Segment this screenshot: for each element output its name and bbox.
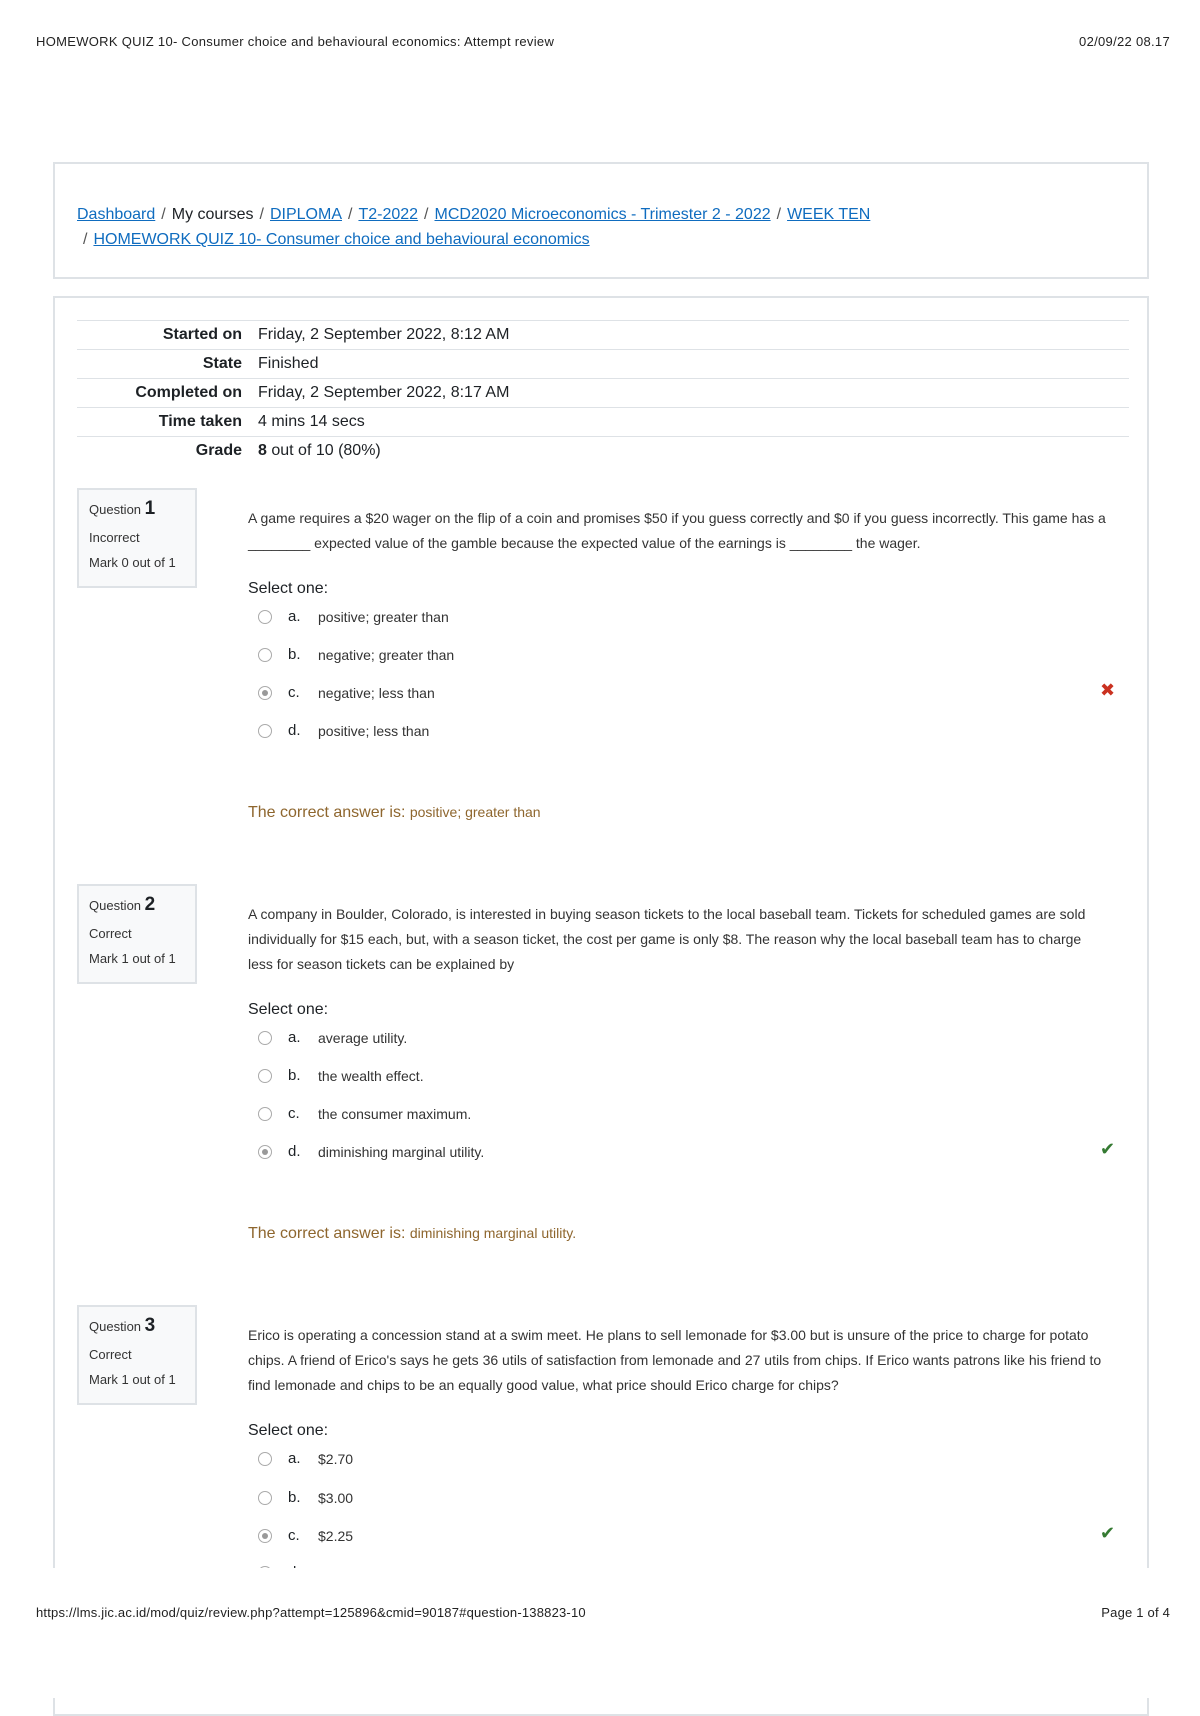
breadcrumb-course[interactable]: MCD2020 Microeconomics - Trimester 2 - 2022 <box>434 206 771 223</box>
option-text: $3.00 <box>318 1489 354 1506</box>
breadcrumb-term[interactable]: T2-2022 <box>358 206 419 223</box>
question-prefix: Question <box>89 1319 142 1334</box>
print-page-number: Page 1 of 4 <box>1101 1605 1170 1620</box>
answer-option-c[interactable] <box>258 1527 353 1544</box>
option-letter: a. <box>288 608 301 625</box>
question-prefix: Question <box>89 502 142 517</box>
grade-score: 8 <box>258 442 267 459</box>
radio-button[interactable] <box>258 1107 272 1121</box>
breadcrumb-separator: / <box>424 206 429 223</box>
question-info <box>77 884 197 984</box>
correct-answer-feedback <box>248 804 541 822</box>
summary-label: Started on <box>77 321 258 350</box>
question-2 <box>77 884 1129 1264</box>
summary-label: State <box>77 350 258 379</box>
question-status: Correct <box>89 1347 132 1362</box>
answer-option-a[interactable] <box>258 1029 407 1046</box>
option-letter: a. <box>288 1029 301 1046</box>
radio-button[interactable] <box>258 648 272 662</box>
select-one-label: Select one: <box>248 580 329 597</box>
attempt-summary-table <box>77 320 1129 465</box>
question-info <box>77 1305 197 1405</box>
print-header <box>36 34 1170 49</box>
correct-check-icon: ✔ <box>1100 1139 1116 1159</box>
question-text: Erico is operating a concession stand at a swim meet. He plans to sell lemonade for $3.00 but is unsure of the price to charge for potato chips. A friend of Erico's says he gets 36 utils of satisfaction from lemonade and 27 utils from chips. If Erico wants patrons like his friend to find lemonade and chips to be an equally good value, what price should Erico charge for chips? <box>248 1327 1102 1393</box>
radio-button[interactable] <box>258 1452 272 1466</box>
question-text: A company in Boulder, Colorado, is interested in buying season tickets to the local baseball team. Tickets for scheduled games are sold individually for $15 each, but, with a season ticket, the cost per game is only $8. The reason why the local baseball team has to charge less for season tickets can be explained by <box>248 906 1086 972</box>
summary-value: Friday, 2 September 2022, 8:17 AM <box>258 379 1129 408</box>
option-text: negative; greater than <box>318 646 455 663</box>
question-prefix: Question <box>89 898 142 913</box>
answer-option-a[interactable] <box>258 608 449 625</box>
breadcrumb-separator: / <box>348 206 353 223</box>
option-letter: b. <box>288 1489 301 1506</box>
question-mark: Mark 1 out of 1 <box>89 951 176 966</box>
breadcrumb-week[interactable]: WEEK TEN <box>787 206 871 223</box>
page-bottom-margin <box>0 1568 1200 1698</box>
option-text: $2.25 <box>318 1527 354 1544</box>
option-text: positive; greater than <box>318 608 449 625</box>
radio-button[interactable] <box>258 610 272 624</box>
answer-option-b[interactable] <box>258 646 454 663</box>
summary-label: Grade <box>77 437 258 466</box>
option-text: average utility. <box>318 1029 408 1046</box>
option-letter: d. <box>288 722 301 739</box>
print-datetime: 02/09/22 08.17 <box>1079 34 1170 49</box>
summary-row <box>77 408 1129 437</box>
option-letter: b. <box>288 646 301 663</box>
radio-button[interactable] <box>258 1491 272 1505</box>
option-letter: a. <box>288 1450 301 1467</box>
option-letter: d. <box>288 1143 301 1160</box>
question-mark: Mark 0 out of 1 <box>89 555 176 570</box>
breadcrumb-quiz[interactable]: HOMEWORK QUIZ 10- Consumer choice and behavioural economics <box>93 231 590 248</box>
print-title: HOMEWORK QUIZ 10- Consumer choice and behavioural economics: Attempt review <box>36 34 555 49</box>
correct-check-icon: ✔ <box>1100 1523 1116 1543</box>
breadcrumb <box>53 162 1149 279</box>
summary-value <box>258 437 1129 466</box>
answer-option-d[interactable] <box>258 722 429 739</box>
correct-answer-value: positive; greater than <box>409 804 541 820</box>
option-text: negative; less than <box>318 684 435 701</box>
answer-option-d[interactable] <box>258 1143 484 1160</box>
radio-button-selected[interactable] <box>258 1145 272 1159</box>
question-1 <box>77 488 1129 858</box>
radio-button-selected[interactable] <box>258 1529 272 1543</box>
summary-row <box>77 321 1129 350</box>
correct-answer-feedback <box>248 1225 576 1243</box>
option-text: the consumer maximum. <box>318 1105 472 1122</box>
correct-answer-label: The correct answer is: <box>248 1225 406 1242</box>
option-text: the wealth effect. <box>318 1067 424 1084</box>
option-letter: c. <box>288 1527 300 1544</box>
select-one-label: Select one: <box>248 1422 329 1439</box>
incorrect-icon: ✖ <box>1100 680 1116 700</box>
answer-option-b[interactable] <box>258 1489 353 1506</box>
option-letter: c. <box>288 1105 300 1122</box>
breadcrumb-diploma[interactable]: DIPLOMA <box>269 206 342 223</box>
breadcrumb-my-courses: My courses <box>171 206 254 223</box>
question-number: 2 <box>144 894 156 915</box>
summary-label: Time taken <box>77 408 258 437</box>
radio-button[interactable] <box>258 724 272 738</box>
question-number: 3 <box>144 1315 156 1336</box>
quiz-review-region <box>53 296 1149 1716</box>
print-footer <box>36 1605 1170 1620</box>
option-letter: b. <box>288 1067 301 1084</box>
answer-option-c[interactable] <box>258 684 435 701</box>
summary-value: 4 mins 14 secs <box>258 408 1129 437</box>
summary-row <box>77 350 1129 379</box>
breadcrumb-separator: / <box>259 206 264 223</box>
question-text: A game requires a $20 wager on the flip of a coin and promises $50 if you guess correctly and $0 if you guess incorrectly. This game has a ________ expected value of the gamble because the expected value of the earnings is ________ the wager. <box>248 510 1106 551</box>
question-mark: Mark 1 out of 1 <box>89 1372 176 1387</box>
summary-row <box>77 379 1129 408</box>
option-text: positive; less than <box>318 722 430 739</box>
correct-answer-value: diminishing marginal utility. <box>409 1225 577 1241</box>
option-text: $2.70 <box>318 1450 354 1467</box>
select-one-label: Select one: <box>248 1001 329 1018</box>
question-status: Correct <box>89 926 132 941</box>
correct-answer-label: The correct answer is: <box>248 804 406 821</box>
radio-button[interactable] <box>258 1031 272 1045</box>
answer-option-a[interactable] <box>258 1450 353 1467</box>
grade-detail: out of 10 (80%) <box>271 442 381 459</box>
answer-option-b[interactable] <box>258 1067 424 1084</box>
breadcrumb-separator: / <box>776 206 782 223</box>
radio-button[interactable] <box>258 1069 272 1083</box>
summary-row <box>77 437 1129 466</box>
question-number: 1 <box>144 498 156 519</box>
question-info <box>77 488 197 588</box>
breadcrumb-separator: / <box>83 231 88 248</box>
radio-button-selected[interactable] <box>258 686 272 700</box>
answer-option-c[interactable] <box>258 1105 471 1122</box>
summary-value: Friday, 2 September 2022, 8:12 AM <box>258 321 1129 350</box>
summary-label: Completed on <box>77 379 258 408</box>
print-url: https://lms.jic.ac.id/mod/quiz/review.php?attempt=125896&cmid=90187#question-138823-10 <box>36 1605 586 1620</box>
breadcrumb-separator: / <box>161 206 166 223</box>
summary-value: Finished <box>258 350 1129 379</box>
option-text: diminishing marginal utility. <box>318 1143 485 1160</box>
question-status: Incorrect <box>89 530 140 545</box>
breadcrumb-dashboard[interactable]: Dashboard <box>77 206 156 223</box>
option-letter: c. <box>288 684 300 701</box>
